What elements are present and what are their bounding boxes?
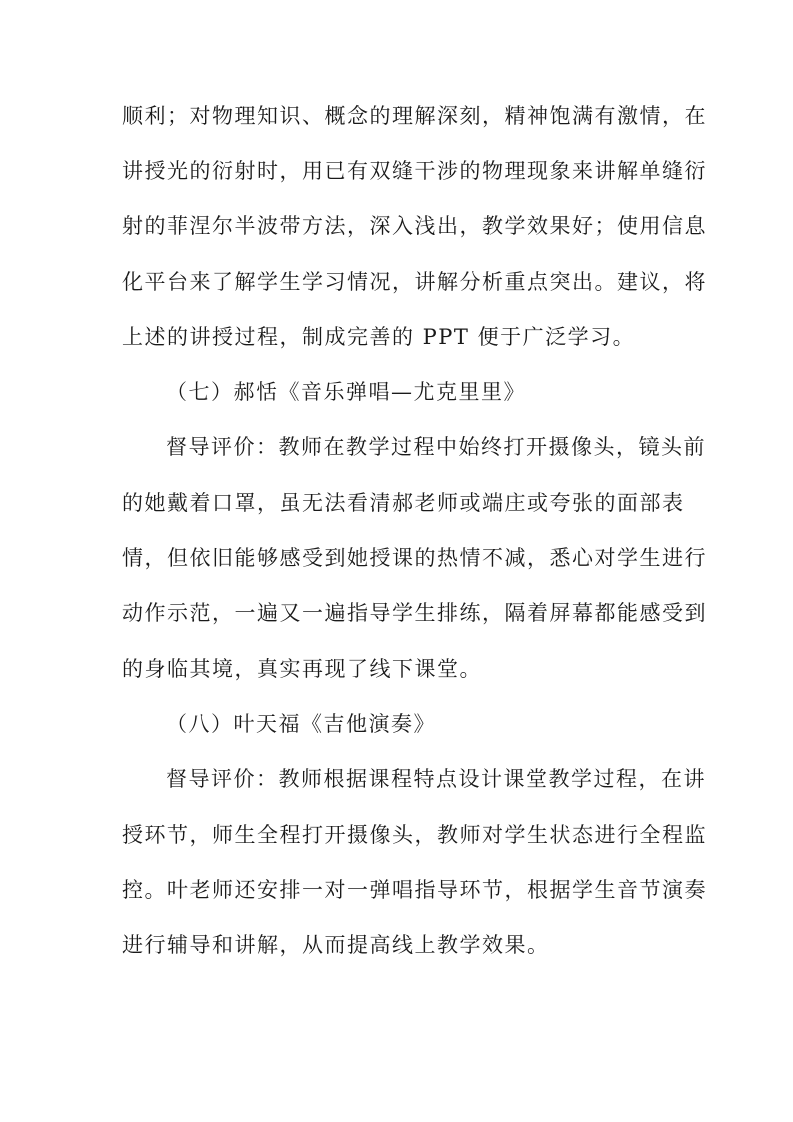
body-text-line: 情，但依旧能够感受到她授课的热情不减，悉心对学生进行 <box>122 546 707 570</box>
body-text-line: 的她戴着口罩，虽无法看清郝老师或端庄或夸张的面部表 <box>122 491 685 515</box>
body-text-line: 顺利；对物理知识、概念的理解深刻，精神饱满有激情，在 <box>122 104 707 128</box>
section-heading: （八）叶天福《吉他演奏》 <box>166 712 436 736</box>
body-text-line: 授环节，师生全程打开摄像头，教师对学生状态进行全程监 <box>122 823 707 847</box>
body-text-line: 督导评价：教师在教学过程中始终打开摄像头，镜头前 <box>166 435 706 459</box>
body-text-line: 化平台来了解学生学习情况，讲解分析重点突出。建议，将 <box>122 270 707 294</box>
section-heading: （七）郝恬《音乐弹唱—尤克里里》 <box>166 380 526 404</box>
body-text-line: 上述的讲授过程，制成完善的 PPT 便于广泛学习。 <box>122 325 636 349</box>
body-text-line: 讲授光的衍射时，用已有双缝干涉的物理现象来讲解单缝衍 <box>122 159 707 183</box>
body-text-line: 进行辅导和讲解，从而提高线上教学效果。 <box>122 933 550 957</box>
body-text-line: 的身临其境，真实再现了线下课堂。 <box>122 657 482 681</box>
body-text-line: 督导评价：教师根据课程特点设计课堂教学过程，在讲 <box>166 767 706 791</box>
body-text-line: 动作示范，一遍又一遍指导学生排练，隔着屏幕都能感受到 <box>122 601 707 625</box>
body-text-line: 射的菲涅尔半波带方法，深入浅出，教学效果好；使用信息 <box>122 214 707 238</box>
body-text-line: 控。叶老师还安排一对一弹唱指导环节，根据学生音节演奏 <box>122 878 707 902</box>
